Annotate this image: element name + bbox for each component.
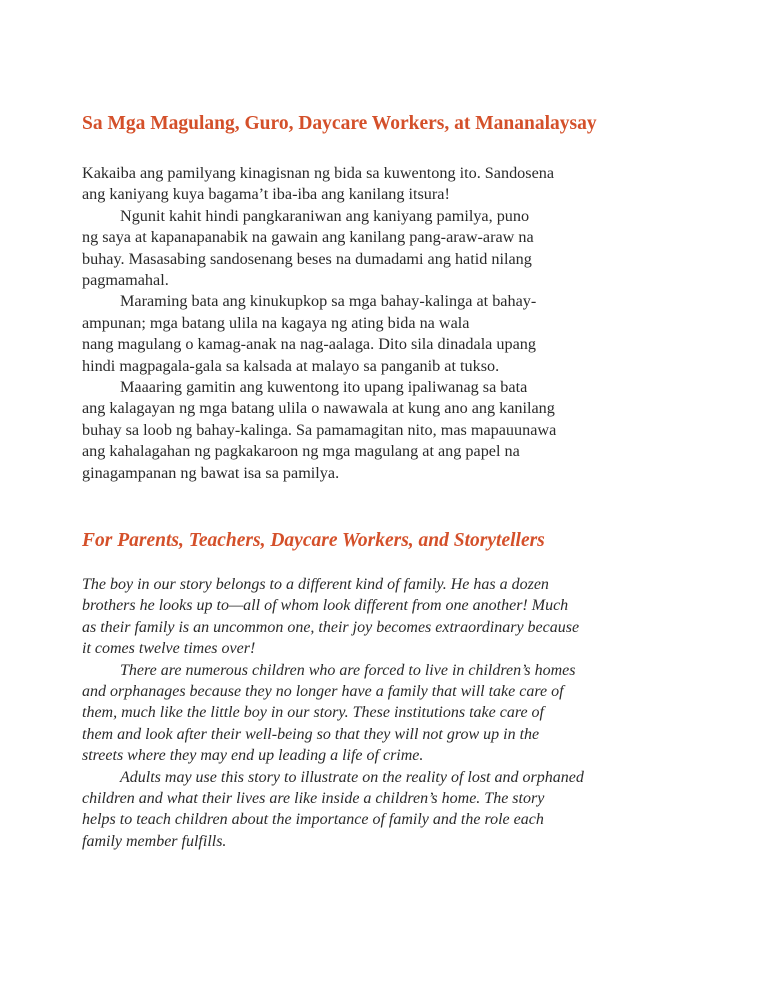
tagalog-body (82, 163, 712, 484)
text-line: buhay sa loob ng bahay-kalinga. Sa pamamagitan nito, mas mapauunawa (82, 420, 557, 439)
english-section (82, 528, 712, 852)
tagalog-paragraph-3 (82, 291, 712, 377)
text-line: Ngunit kahit hindi pangkaraniwan ang kaniyang pamilya, puno (120, 206, 530, 225)
text-line: children and what their lives are like inside a children’s home. The story (82, 790, 545, 808)
text-line: buhay. Masasabing sandosenang beses na dumadami ang hatid nilang (82, 249, 532, 268)
tagalog-paragraph-4 (82, 377, 712, 484)
english-body (82, 574, 712, 852)
tagalog-paragraph-1 (82, 163, 712, 206)
english-heading: For Parents, Teachers, Daycare Workers, and Storytellers (82, 530, 545, 551)
english-paragraph-3 (82, 767, 712, 853)
text-line: family member fulfills. (82, 832, 227, 850)
text-line: streets where they may end up leading a life of crime. (82, 747, 424, 765)
text-line: Maraming bata ang kinukupkop sa mga bahay-kalinga at bahay- (120, 292, 537, 311)
text-line: ang kahalagahan ng pagkakaroon ng mga magulang at ang papel na (82, 442, 520, 461)
text-line: ng saya at kapanapanabik na gawain ang kanilang pang-araw-araw na (82, 228, 534, 247)
text-line: ginagampanan ng bawat isa sa pamilya. (82, 463, 340, 482)
english-paragraph-2 (82, 660, 712, 767)
tagalog-section (82, 111, 712, 484)
text-line: it comes twelve times over! (82, 640, 256, 658)
text-line: There are numerous children who are forced to live in children’s homes (120, 661, 576, 679)
text-line: ampunan; mga batang ulila na kagaya ng ating bida na wala (82, 313, 470, 332)
text-line: The boy in our story belongs to a different kind of family. He has a dozen (82, 576, 549, 593)
tagalog-paragraph-2 (82, 206, 712, 292)
text-line: pagmamahal. (82, 271, 169, 290)
text-line: Adults may use this story to illustrate on the reality of lost and orphaned (120, 768, 584, 786)
text-line: nang magulang o kamag-anak na nag-aalaga. Dito sila dinadala upang (82, 335, 536, 354)
text-line: them and look after their well-being so that they will not grow up in the (82, 725, 540, 743)
text-line: them, much like the little boy in our story. These institutions take care of (82, 704, 544, 722)
text-line: helps to teach children about the importance of family and the role each (82, 811, 544, 829)
text-line: Maaaring gamitin ang kuwentong ito upang ipaliwanag sa bata (120, 378, 528, 397)
tagalog-heading: Sa Mga Magulang, Guro, Daycare Workers, at Mananalaysay (82, 113, 597, 134)
text-line: ang kaniyang kuya bagama’t iba-iba ang kanilang itsura! (82, 185, 450, 204)
text-line: hindi magpagala-gala sa kalsada at malayo sa panganib at tukso. (82, 356, 500, 375)
english-paragraph-1 (82, 574, 712, 660)
text-line: as their family is an uncommon one, their joy becomes extraordinary because (82, 618, 580, 636)
text-line: and orphanages because they no longer have a family that will take care of (82, 683, 564, 701)
text-line: Kakaiba ang pamilyang kinagisnan ng bida sa kuwentong ito. Sandosena (82, 164, 555, 182)
text-line: brothers he looks up to—all of whom look different from one another! Much (82, 597, 569, 615)
text-line: ang kalagayan ng mga batang ulila o nawawala at kung ano ang kanilang (82, 399, 555, 418)
